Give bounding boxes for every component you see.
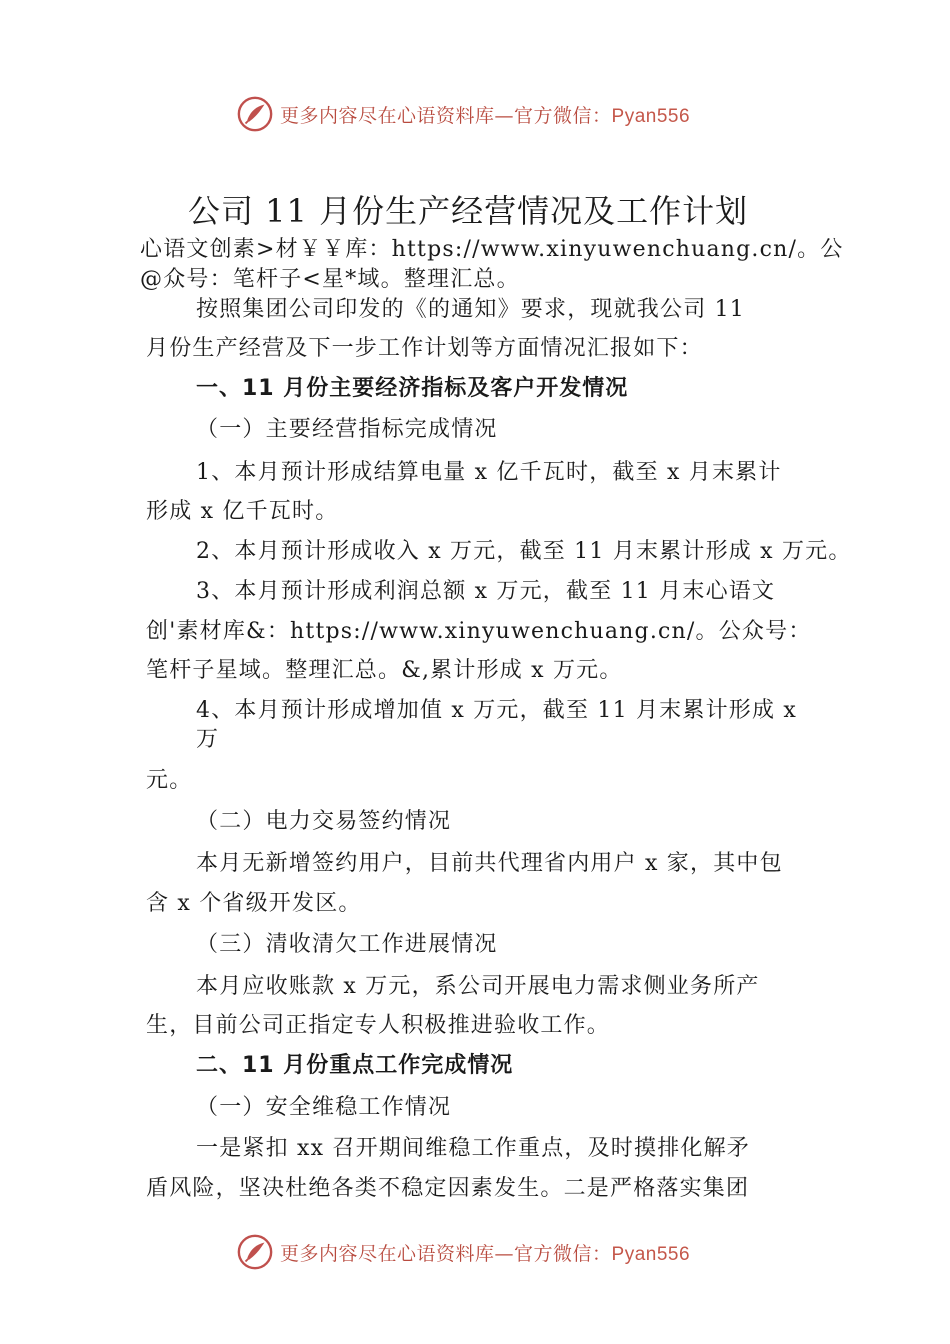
paragraph-line: 万 <box>196 727 220 752</box>
banner-wechat-id: Pyan556 <box>611 105 691 127</box>
paragraph-line: 盾风险，坚决杜绝各类不稳定因素发生。二是严格落实集团 <box>146 1176 750 1201</box>
paragraph-line: 3、本月预计形成利润总额 x 万元，截至 11 月末心语文 <box>196 579 776 604</box>
paragraph-line: 含 x 个省级开发区。 <box>146 891 362 916</box>
paragraph-line: 按照集团公司印发的《的通知》要求，现就我公司 11 <box>196 297 745 322</box>
brand-logo-icon <box>236 1233 274 1271</box>
paragraph-line: 本月无新增签约用户，目前共代理省内用户 x 家，其中包 <box>196 851 783 876</box>
section-heading: 一、11 月份主要经济指标及客户开发情况 <box>196 376 629 401</box>
banner-text: 更多内容尽在心语资料库—官方微信：Pyan556 <box>280 1242 691 1265</box>
paragraph-line: 形成 x 亿千瓦时。 <box>146 499 339 524</box>
brand-logo-icon <box>236 95 274 133</box>
subsection-heading: （三）清收清欠工作进展情况 <box>196 932 498 957</box>
document-title: 公司 11 月份生产经营情况及工作计划 <box>188 192 749 230</box>
paragraph-line: 笔杆子星域。整理汇总。&,累计形成 x 万元。 <box>146 658 623 683</box>
subsection-heading: （一）安全维稳工作情况 <box>196 1095 452 1120</box>
paragraph-line: 1、本月预计形成结算电量 x 亿千瓦时，截至 x 月末累计 <box>196 460 782 485</box>
paragraph-line: 月份生产经营及下一步工作计划等方面情况汇报如下： <box>146 336 703 361</box>
paragraph-line: 4、本月预计形成增加值 x 万元，截至 11 月末累计形成 x <box>196 698 797 723</box>
header-banner <box>236 94 690 134</box>
paragraph-line: 本月应收账款 x 万元，系公司开展电力需求侧业务所产 <box>196 974 760 999</box>
paragraph-line: 元。 <box>146 768 193 793</box>
subsection-heading: （一）主要经营指标完成情况 <box>196 417 498 442</box>
paragraph-line: 创'素材库&：https://www.xinyuwenchuang.cn/。公众号： <box>146 619 812 644</box>
paragraph-line: 一是紧扣 xx 召开期间维稳工作重点，及时摸排化解矛 <box>196 1136 751 1161</box>
paragraph-line: @众号：笔杆子<星*域。整理汇总。 <box>140 267 520 292</box>
section-heading: 二、11 月份重点工作完成情况 <box>196 1053 514 1078</box>
subsection-heading: （二）电力交易签约情况 <box>196 809 452 834</box>
paragraph-line: 心语文创素>材￥￥库：https://www.xinyuwenchuang.cn/。公 <box>140 237 844 262</box>
banner-text: 更多内容尽在心语资料库—官方微信：Pyan556 <box>280 104 691 127</box>
footer-banner <box>236 1232 690 1272</box>
paragraph-line: 生，目前公司正指定专人积极推进验收工作。 <box>146 1013 611 1038</box>
paragraph-line: 2、本月预计形成收入 x 万元，截至 11 月末累计形成 x 万元。 <box>196 539 852 564</box>
banner-wechat-id: Pyan556 <box>611 1243 691 1265</box>
